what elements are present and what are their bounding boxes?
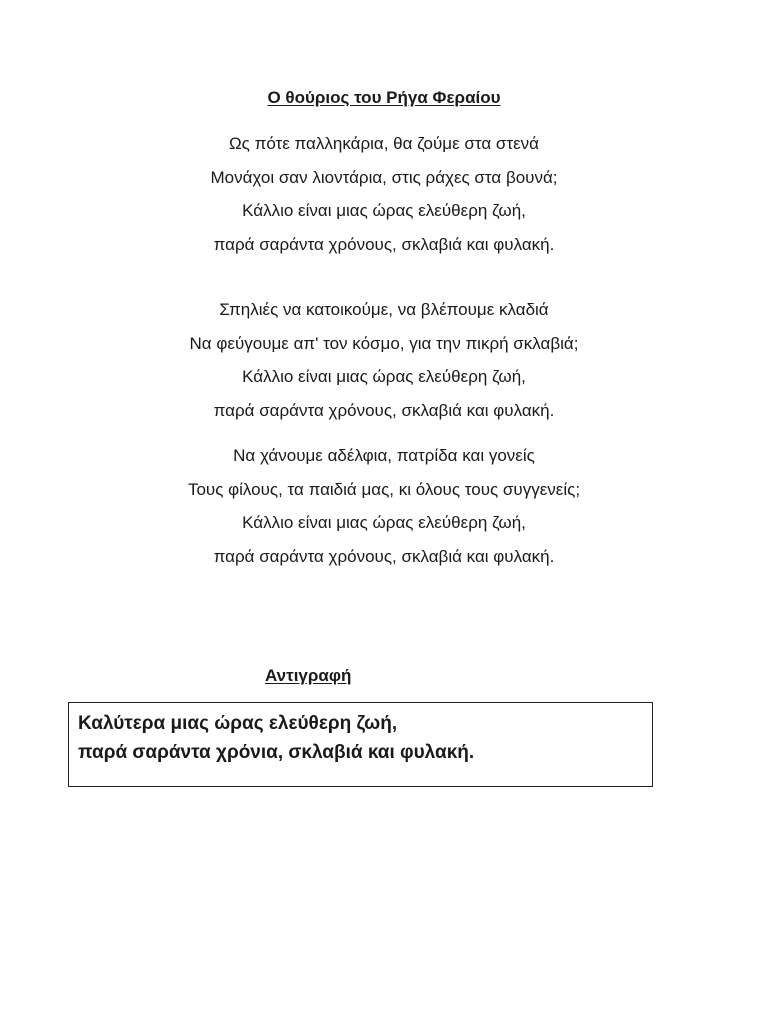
stanza-line: Κάλλιο είναι μιας ώρας ελεύθερη ζωή, — [242, 513, 526, 532]
stanza-3 — [0, 439, 768, 573]
stanza-1 — [0, 127, 768, 261]
copy-line: παρά σαράντα χρόνια, σκλαβιά και φυλακή. — [78, 742, 475, 763]
stanza-line: Να χάνουμε αδέλφια, πατρίδα και γονείς — [233, 446, 535, 465]
stanza-line: παρά σαράντα χρόνους, σκλαβιά και φυλακή. — [213, 400, 555, 420]
stanza-line: Τους φίλους, τα παιδιά μας, κι όλους τους συγγενείς; — [187, 479, 581, 499]
copy-box — [68, 702, 653, 787]
copy-line: Καλύτερα μιας ώρας ελεύθερη ζωή, — [78, 713, 398, 734]
poem-title: Ο θούριος του Ρήγα Φεραίου — [267, 88, 501, 107]
stanza-line: Κάλλιο είναι μιας ώρας ελεύθερη ζωή, — [242, 367, 526, 386]
stanza-line: Ως πότε παλληκάρια, θα ζούμε στα στενά — [228, 134, 540, 153]
stanza-line: Σπηλιές να κατοικούμε, να βλέπουμε κλαδιά — [219, 300, 549, 319]
stanza-line: Κάλλιο είναι μιας ώρας ελεύθερη ζωή, — [242, 201, 526, 220]
stanza-2 — [0, 293, 768, 427]
copy-heading: Αντιγραφή — [265, 666, 352, 685]
stanza-line: Μονάχοι σαν λιοντάρια, στις ράχες στα βουνά; — [210, 167, 558, 187]
stanza-line: παρά σαράντα χρόνους, σκλαβιά και φυλακή. — [213, 234, 555, 254]
stanza-line: Να φεύγουμε απ' τον κόσμο, για την πικρή σκλαβιά; — [189, 333, 579, 353]
stanza-line: παρά σαράντα χρόνους, σκλαβιά και φυλακή. — [213, 546, 555, 566]
